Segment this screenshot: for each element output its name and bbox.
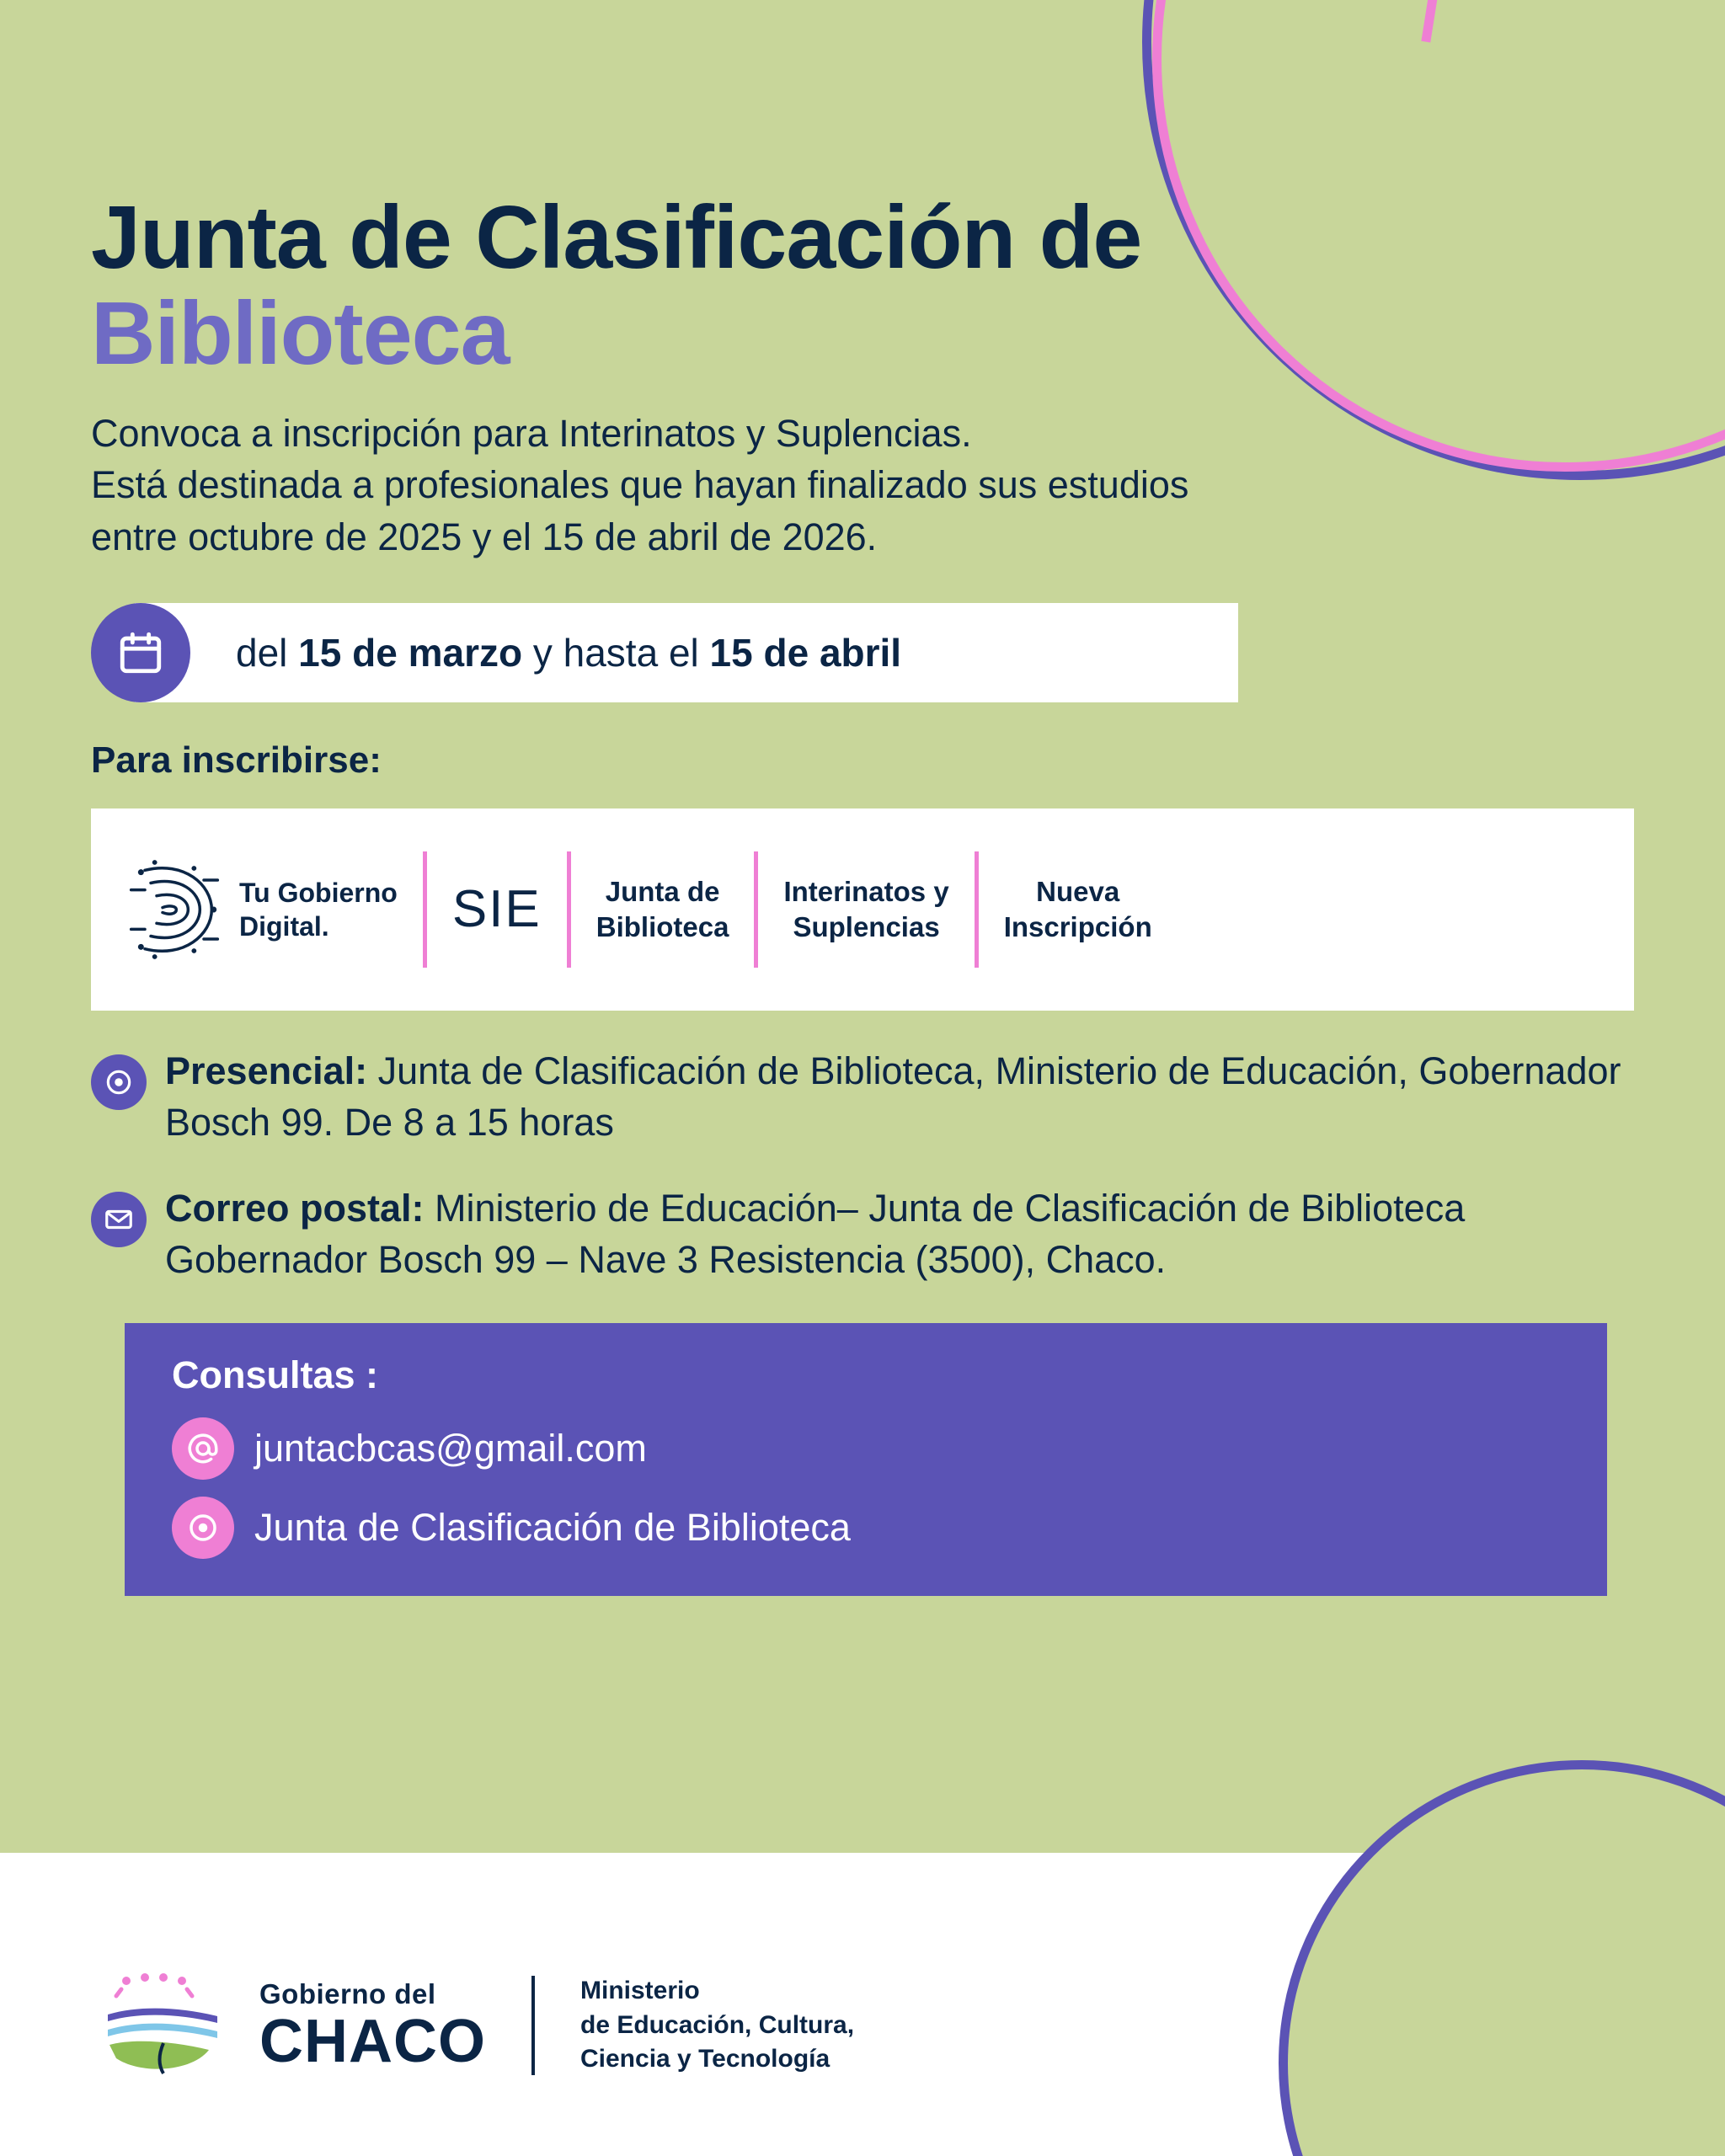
date-banner: [91, 603, 1634, 702]
chaco-label: CHACO: [259, 2007, 486, 2075]
page-subtitle: Biblioteca: [91, 284, 510, 384]
at-sign-icon: [172, 1417, 234, 1480]
date-banner-bar: [135, 603, 1238, 702]
presencial-label: Presencial:: [165, 1049, 368, 1092]
step-junta-biblioteca: [571, 874, 755, 944]
ministry-line-3: Ciencia y Tecnología: [580, 2045, 830, 2073]
step-interinatos-suplencias: [758, 874, 974, 944]
step-nueva-line-1: Nueva: [1036, 876, 1120, 908]
tu-gobierno-digital-label: [239, 876, 398, 943]
date-to: 15 de abril: [709, 630, 902, 675]
location-pin-icon: [172, 1497, 234, 1559]
step-nueva-line-2: Inscripción: [1003, 910, 1152, 942]
step-junta-line-1: Junta de: [605, 876, 720, 908]
consultas-email-row[interactable]: [172, 1417, 1607, 1480]
gov-label-line-1: Tu Gobierno: [239, 877, 398, 908]
date-prefix: del: [236, 630, 299, 675]
mail-icon: [91, 1192, 147, 1247]
intro-line-3: entre octubre de 2025 y el 15 de abril de 2026.: [91, 515, 878, 558]
correo-postal-label: Correo postal:: [165, 1187, 425, 1230]
chaco-logo-icon: [91, 1971, 234, 2080]
ministry-line-1: Ministerio: [580, 1977, 700, 2005]
location-pin-icon: [91, 1054, 147, 1110]
consultas-email[interactable]: juntacbcas@gmail.com: [254, 1426, 647, 1470]
consultas-panel: [125, 1323, 1607, 1596]
correo-postal-value: Ministerio de Educación– Junta de Clasificación de Biblioteca Gobernador Bosch 99 – Nave 3 Resistencia (3500), Chaco.: [165, 1187, 1466, 1282]
consultas-title: Consultas :: [172, 1353, 379, 1396]
ministry-line-2: de Educación, Cultura,: [580, 2010, 855, 2039]
consultas-place-row[interactable]: [172, 1497, 1607, 1559]
ministry-label: [580, 1974, 854, 2077]
correo-postal-text: [165, 1183, 1634, 1286]
step-sie: SIE: [451, 879, 542, 938]
presencial-value: Junta de Clasificación de Biblioteca, Ministerio de Educación, Gobernador Bosch 99. De 8 a 15 horas: [165, 1049, 1621, 1144]
gov-label-line-2: Digital.: [239, 910, 329, 942]
digital-fingerprint-icon: [125, 851, 224, 969]
step-interinatos-line-2: Suplencias: [793, 910, 940, 942]
step-nueva-inscripcion: [979, 874, 1178, 944]
footer-divider: [531, 1976, 535, 2075]
consultas-place[interactable]: Junta de Clasificación de Biblioteca: [254, 1505, 851, 1549]
inscription-steps-strip: [91, 808, 1634, 1011]
tu-gobierno-digital-logo: [113, 851, 423, 969]
footer-branding: [91, 1971, 854, 2080]
date-from: 15 de marzo: [298, 630, 523, 675]
presencial-text: [165, 1046, 1634, 1149]
intro-paragraph: [91, 408, 1634, 563]
correo-postal-block: [91, 1183, 1634, 1286]
step-junta-line-2: Biblioteca: [595, 910, 729, 942]
section-heading-inscribirse: Para inscribirse:: [91, 739, 382, 781]
chaco-gobierno-label: Gobierno del: [259, 1977, 436, 2009]
chaco-wordmark: [259, 1977, 486, 2075]
step-interinatos-line-1: Interinatos y: [783, 876, 949, 908]
intro-line-1: Convoca a inscripción para Interinatos y Suplencias.: [91, 412, 972, 456]
calendar-icon: [91, 603, 190, 702]
presencial-block: [91, 1046, 1634, 1149]
intro-line-2: Está destinada a profesionales que hayan finalizado sus estudios: [91, 463, 1189, 507]
date-text: [236, 630, 901, 675]
date-middle: y hasta el: [522, 630, 710, 675]
page-title: Junta de Clasificación de: [91, 188, 1142, 287]
